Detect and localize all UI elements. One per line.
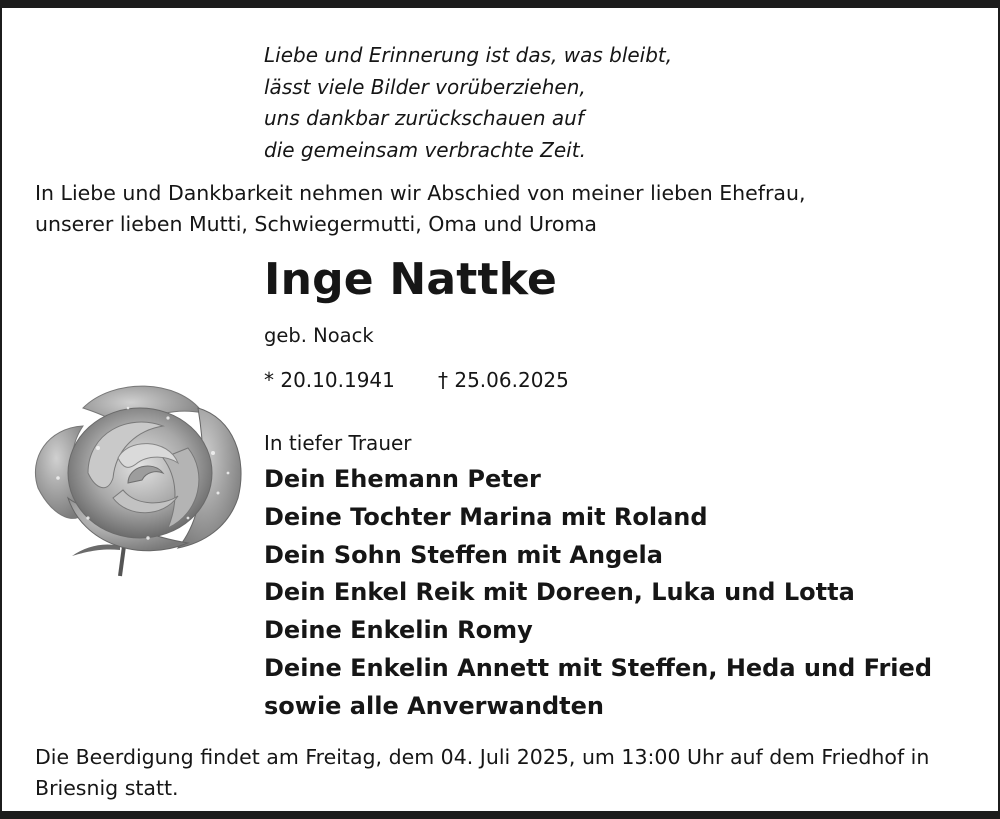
funeral-details bbox=[35, 742, 929, 804]
rose-icon bbox=[28, 378, 248, 578]
mourner-line: Dein Sohn Steffen mit Angela bbox=[264, 540, 663, 569]
poem-line: uns dankbar zurückschauen auf bbox=[264, 106, 584, 130]
mourner-line: Deine Enkelin Romy bbox=[264, 616, 533, 645]
mourner-line: sowie alle Anverwandten bbox=[264, 691, 604, 720]
intro-line: unserer lieben Mutti, Schwiegermutti, Oma und Uroma bbox=[35, 212, 597, 236]
mourning-intro: In tiefer Trauer bbox=[264, 431, 412, 455]
funeral-line: Briesnig statt. bbox=[35, 776, 179, 800]
deceased-name: Inge Nattke bbox=[264, 254, 558, 305]
maiden-name: geb. Noack bbox=[264, 324, 374, 347]
funeral-line: Die Beerdigung findet am Freitag, dem 04. Juli 2025, um 13:00 Uhr auf dem Friedhof in bbox=[35, 745, 930, 769]
poem-line: lässt viele Bilder vorüberziehen, bbox=[264, 74, 586, 99]
death-date: † 25.06.2025 bbox=[438, 368, 569, 392]
mourners-list bbox=[264, 461, 932, 726]
mourner-line: Dein Enkel Reik mit Doreen, Luka und Lotta bbox=[264, 578, 855, 607]
intro-line: In Liebe und Dankbarkeit nehmen wir Abschied von meiner lieben Ehefrau, bbox=[35, 181, 806, 205]
mourner-line: Deine Enkelin Annett mit Steffen, Heda und Fried bbox=[264, 653, 932, 682]
memorial-poem bbox=[264, 40, 672, 166]
mourner-line: Deine Tochter Marina mit Roland bbox=[264, 502, 708, 531]
poem-line: die gemeinsam verbrachte Zeit. bbox=[264, 137, 586, 162]
poem-line: Liebe und Erinnerung ist das, was bleibt, bbox=[264, 43, 673, 67]
mourner-line: Dein Ehemann Peter bbox=[264, 465, 541, 493]
birth-date: * 20.10.1941 bbox=[264, 368, 395, 392]
farewell-intro bbox=[35, 178, 806, 240]
